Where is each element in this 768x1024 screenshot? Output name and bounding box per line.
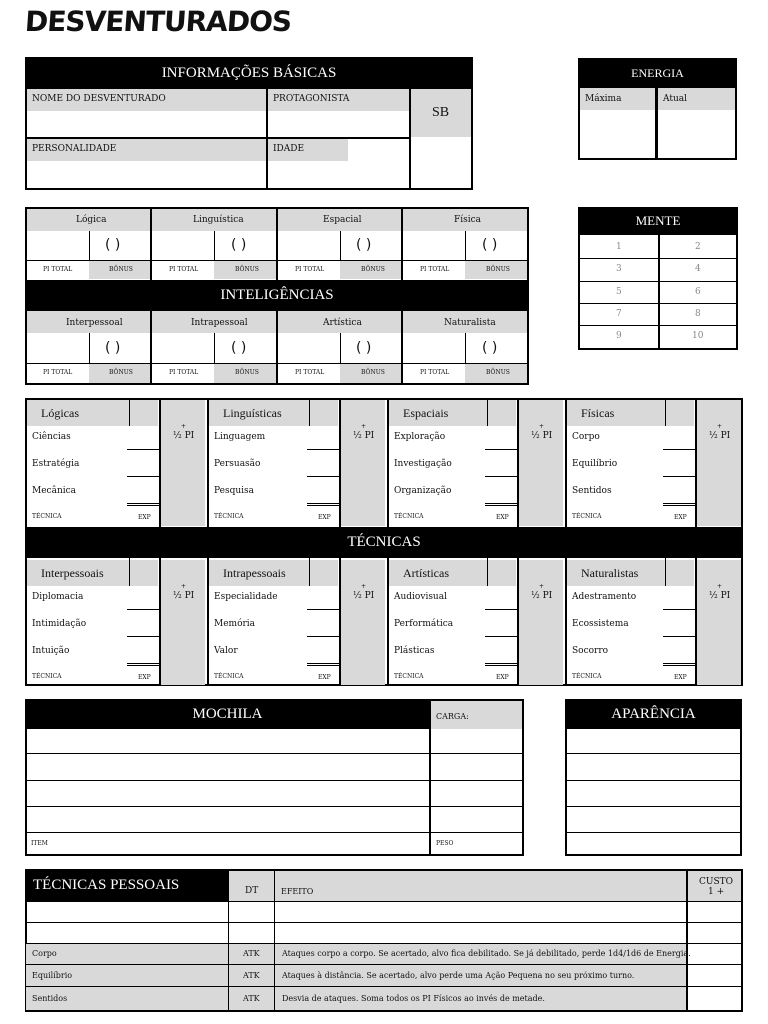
sb-label: SB	[432, 105, 450, 120]
tecnica-item: Performática	[394, 619, 454, 629]
bonus-label: BÔNUS	[109, 266, 133, 273]
custo-header: CUSTO	[699, 877, 734, 887]
half-pi-label: ½ PI	[353, 431, 375, 441]
tecnica-item: Persuasão	[214, 459, 261, 469]
tecnica-value-field[interactable]	[309, 614, 337, 634]
tecnica-value-field[interactable]	[309, 481, 337, 501]
paren: ( )	[105, 340, 121, 356]
tecnica-item: Adestramento	[572, 592, 637, 602]
tecnica-value-field[interactable]	[665, 481, 693, 501]
pessoal-name: Sentidos	[32, 994, 68, 1003]
pessoal-name: Corpo	[32, 949, 57, 958]
tecnica-value-field[interactable]	[487, 614, 515, 634]
mochila-section	[25, 699, 524, 856]
pessoal-efeito: Desvia de ataques. Soma todos os PI Físicos ao invés de metade.	[282, 994, 545, 1003]
plus-sign: +	[361, 423, 367, 430]
bonus-label: BÔNUS	[486, 369, 510, 376]
tecnica-label: TÉCNICA	[394, 513, 424, 520]
tecnica-group-name: Naturalistas	[581, 566, 639, 580]
tecnica-value-field[interactable]	[487, 641, 515, 661]
energia-maxima-label: Máxima	[585, 94, 622, 104]
tecnica-item: Diplomacia	[32, 592, 84, 602]
tecnica-value-field[interactable]	[487, 481, 515, 501]
pi-total-label: PI TOTAL	[420, 369, 450, 376]
mente-header: MENTE	[578, 207, 738, 235]
tecnica-value-field[interactable]	[309, 427, 337, 447]
protagonista-label: PROTAGONISTA	[273, 94, 350, 104]
pessoal-dt: ATK	[243, 971, 260, 980]
intel-naturalista: Naturalista	[444, 318, 496, 328]
tecnica-value-field[interactable]	[665, 641, 693, 661]
page-title: DESVENTURADOS	[23, 5, 293, 38]
intel-intrapessoal: Intrapessoal	[191, 318, 248, 328]
tecnica-value-field[interactable]	[665, 587, 693, 607]
tecnica-item: Especialidade	[214, 592, 278, 602]
mente-cell[interactable]: 7	[616, 309, 622, 319]
dt-header: DT	[245, 886, 259, 896]
plus-sign: +	[717, 583, 723, 590]
aparencia-header: APARÊNCIA	[565, 699, 742, 729]
mochila-header: MOCHILA	[25, 699, 430, 729]
intel-interpessoal: Interpessoal	[66, 318, 123, 328]
tecnica-item: Estratégia	[32, 459, 80, 469]
tecnica-item: Memória	[214, 619, 256, 629]
tecnica-group-name: Espaciais	[403, 406, 449, 420]
half-pi-label: ½ PI	[173, 431, 195, 441]
aparencia-section	[565, 699, 742, 856]
paren: ( )	[105, 237, 121, 253]
exp-label: EXP	[138, 514, 151, 521]
inteligencias-header: INTELIGÊNCIAS	[25, 280, 529, 311]
tecnica-item: Ciências	[32, 432, 71, 442]
tecnica-item: Valor	[214, 646, 238, 656]
peso-label: PESO	[436, 840, 454, 847]
tecnica-group-name: Interpessoais	[41, 566, 104, 580]
info-header: INFORMAÇÕES BÁSICAS	[25, 57, 473, 89]
half-pi-label: ½ PI	[531, 591, 553, 601]
pessoal-dt: ATK	[243, 949, 260, 958]
plus-sign: +	[181, 423, 187, 430]
paren: ( )	[231, 237, 247, 253]
pi-total-label: PI TOTAL	[295, 266, 325, 273]
plus-sign: +	[181, 583, 187, 590]
tecnica-item: Equilíbrio	[572, 459, 618, 469]
bonus-label: BÔNUS	[486, 266, 510, 273]
paren: ( )	[482, 340, 498, 356]
pessoal-efeito: Ataques corpo a corpo. Se acertado, alvo fica debilitado. Se já debilitado, perde 1d4/1d6 de Energia.	[282, 949, 691, 958]
tecnica-item: Socorro	[572, 646, 609, 656]
mente-cell[interactable]: 9	[616, 331, 622, 341]
tecnica-label: TÉCNICA	[572, 513, 602, 520]
bonus-label: BÔNUS	[361, 369, 385, 376]
carga-label: CARGA:	[436, 712, 469, 721]
pessoal-efeito: Ataques à distância. Se acertado, alvo perde uma Ação Pequena no seu próximo turno.	[282, 971, 635, 980]
tecnica-value-field[interactable]	[129, 481, 157, 501]
exp-label: EXP	[496, 674, 509, 681]
half-pi-label: ½ PI	[173, 591, 195, 601]
tecnica-item: Investigação	[394, 459, 452, 469]
pi-total-label: PI TOTAL	[420, 266, 450, 273]
paren: ( )	[356, 237, 372, 253]
idade-label: IDADE	[273, 144, 305, 154]
tecnica-group-name: Linguísticas	[223, 406, 282, 420]
tecnica-value-field[interactable]	[129, 587, 157, 607]
tecnica-item: Plásticas	[394, 646, 435, 656]
tecnica-item: Pesquisa	[214, 486, 255, 496]
tecnica-value-field[interactable]	[129, 641, 157, 661]
item-label: ITEM	[31, 840, 48, 847]
tecnica-value-field[interactable]	[129, 614, 157, 634]
tecnica-value-field[interactable]	[309, 454, 337, 474]
mente-cell[interactable]: 6	[695, 287, 701, 297]
half-pi-label: ½ PI	[709, 591, 731, 601]
paren: ( )	[356, 340, 372, 356]
exp-label: EXP	[318, 514, 331, 521]
exp-label: EXP	[138, 674, 151, 681]
tecnica-label: TÉCNICA	[572, 673, 602, 680]
pi-total-label: PI TOTAL	[43, 266, 73, 273]
plus-sign: +	[717, 423, 723, 430]
energia-maxima-field[interactable]	[581, 112, 653, 156]
mente-cell[interactable]: 10	[692, 331, 704, 341]
tecnica-item: Intuição	[32, 646, 70, 656]
plus-sign: +	[539, 583, 545, 590]
idade-field[interactable]	[270, 163, 407, 187]
plus-sign: +	[539, 423, 545, 430]
plus-sign: +	[361, 583, 367, 590]
mente-cell[interactable]: 4	[695, 264, 701, 274]
pessoal-name: Equilíbrio	[32, 971, 73, 980]
nome-label: NOME DO DESVENTURADO	[32, 94, 166, 104]
tecnica-value-field[interactable]	[487, 587, 515, 607]
tecnica-value-field[interactable]	[665, 427, 693, 447]
intel-espacial: Espacial	[323, 215, 362, 225]
mente-cell[interactable]: 1	[616, 242, 622, 252]
tecnica-value-field[interactable]	[487, 454, 515, 474]
pi-total-label: PI TOTAL	[43, 369, 73, 376]
tecnica-item: Organização	[394, 486, 452, 496]
tecnica-label: TÉCNICA	[32, 513, 62, 520]
custo-header-2: 1 +	[708, 887, 725, 897]
tecnica-group-name: Intrapessoais	[223, 566, 286, 580]
energia-section	[578, 58, 737, 160]
tecnica-item: Ecossistema	[572, 619, 629, 629]
tecnica-item: Mecânica	[32, 486, 77, 496]
exp-label: EXP	[318, 674, 331, 681]
mente-cell[interactable]: 5	[616, 287, 622, 297]
intel-logica: Lógica	[76, 215, 107, 225]
pessoal-dt: ATK	[243, 994, 260, 1003]
tecnica-item: Exploração	[394, 432, 446, 442]
intel-fisica: Física	[454, 215, 482, 225]
tecnica-value-field[interactable]	[665, 454, 693, 474]
efeito-header: EFEITO	[281, 887, 314, 896]
paren: ( )	[482, 237, 498, 253]
energia-atual-field[interactable]	[660, 112, 733, 156]
tecnica-label: TÉCNICA	[394, 673, 424, 680]
pessoais-section	[25, 869, 743, 1012]
intel-artistica: Artística	[323, 318, 362, 328]
tecnica-item: Intimidação	[32, 619, 87, 629]
tecnica-value-field[interactable]	[487, 427, 515, 447]
nome-field[interactable]	[29, 113, 265, 135]
pi-total-label: PI TOTAL	[169, 369, 199, 376]
tecnica-value-field[interactable]	[665, 614, 693, 634]
pessoais-header: TÉCNICAS PESSOAIS	[25, 869, 228, 901]
half-pi-label: ½ PI	[353, 591, 375, 601]
tecnica-group-name: Lógicas	[41, 406, 79, 420]
mente-section	[578, 207, 738, 350]
sb-field[interactable]	[413, 139, 469, 187]
tecnicas-header: TÉCNICAS	[25, 527, 743, 558]
personalidade-label: PERSONALIDADE	[32, 144, 117, 154]
half-pi-label: ½ PI	[531, 431, 553, 441]
tecnica-value-field[interactable]	[309, 641, 337, 661]
bonus-label: BÔNUS	[235, 369, 259, 376]
energia-atual-label: Atual	[663, 94, 687, 104]
info-section	[25, 57, 473, 190]
pi-total-label: PI TOTAL	[169, 266, 199, 273]
tecnica-value-field[interactable]	[309, 587, 337, 607]
inteligencias-section	[25, 207, 529, 385]
protagonista-field[interactable]	[270, 113, 407, 135]
tecnica-label: TÉCNICA	[214, 513, 244, 520]
exp-label: EXP	[496, 514, 509, 521]
intel-linguistica: Linguística	[193, 215, 244, 225]
exp-label: EXP	[674, 674, 687, 681]
tecnica-label: TÉCNICA	[214, 673, 244, 680]
tecnica-group-name: Físicas	[581, 406, 615, 420]
tecnica-item: Sentidos	[572, 486, 612, 496]
tecnica-item: Audiovisual	[394, 592, 447, 602]
exp-label: EXP	[674, 514, 687, 521]
pi-total-label: PI TOTAL	[295, 369, 325, 376]
bonus-label: BÔNUS	[235, 266, 259, 273]
tecnica-item: Corpo	[572, 432, 600, 442]
mente-cell[interactable]: 8	[695, 309, 701, 319]
bonus-label: BÔNUS	[109, 369, 133, 376]
tecnica-value-field[interactable]	[129, 454, 157, 474]
mente-cell[interactable]: 2	[695, 242, 701, 252]
personalidade-field[interactable]	[29, 163, 265, 187]
bonus-label: BÔNUS	[361, 266, 385, 273]
half-pi-label: ½ PI	[709, 431, 731, 441]
tecnica-value-field[interactable]	[129, 427, 157, 447]
tecnica-label: TÉCNICA	[32, 673, 62, 680]
mente-cell[interactable]: 3	[616, 264, 622, 274]
paren: ( )	[231, 340, 247, 356]
energia-header: ENERGIA	[578, 58, 737, 88]
tecnicas-section	[25, 398, 743, 686]
tecnica-item: Linguagem	[214, 432, 266, 442]
tecnica-group-name: Artísticas	[403, 566, 449, 580]
